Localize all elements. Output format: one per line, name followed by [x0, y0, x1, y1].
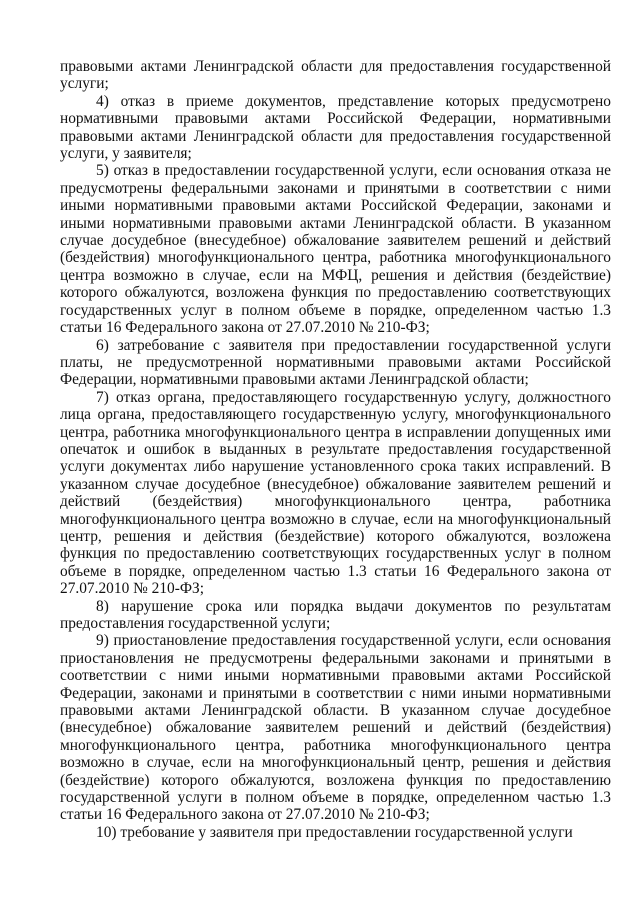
document-page: [60, 58, 611, 841]
paragraph-item-9: 9) приостановление предоставления государственной услуги, если основания приостановления не предусмотрены федеральными законами и принятыми в соответствии с ними иными нормативными правовыми актами Российской Федерации, законами и принятыми в соответствии с ними иными нормативными правовыми актами Ленинградской области. В указанном случае досудебное (внесудебное) обжалование заявителем решений и действий (бездействия) многофункционального центра, работника многофункционального центра возможно в случае, если на многофункциональный центр, решения и действия (бездействие) которого обжалуются, возложена функция по предоставлению государственной услуги в полном объеме в порядке, определенном частью 1.3 статьи 16 Федерального закона от 27.07.2010 № 210-ФЗ;: [60, 632, 611, 824]
paragraph-item-7: 7) отказ органа, предоставляющего государственную услугу, должностного лица органа, предоставляющего государственную услугу, многофункционального центра, работника многофункционального центра в исправлении допущенных ими опечаток и ошибок в выданных в результате предоставления государственной услуги документах либо нарушение установленного срока таких исправлений. В указанном случае досудебное (внесудебное) обжалование заявителем решений и действий (бездействия) многофункционального центра, работника многофункционального центра возможно в случае, если на многофункциональный центр, решения и действия (бездействие) которого обжалуются, возложена функция по предоставлению соответствующих государственных услуг в полном объеме в порядке, определенном частью 1.3 статьи 16 Федерального закона от 27.07.2010 № 210-ФЗ;: [60, 388, 611, 598]
paragraph-item-4: 4) отказ в приеме документов, представление которых предусмотрено нормативными правовыми актами Российской Федерации, нормативными правовыми актами Ленинградской области для предоставления государственной услуги, у заявителя;: [60, 92, 611, 163]
paragraph-item-10: 10) требование у заявителя при предоставлении государственной услуги: [96, 823, 573, 841]
paragraph-item-6: 6) затребование с заявителя при предоставлении государственной услуги платы, не предусмотренной нормативными правовыми актами Российской Федерации, нормативными правовыми актами Ленинградской области;: [60, 336, 611, 389]
paragraph-continuation: правовыми актами Ленинградской области для предоставления государственной услуги;: [60, 58, 611, 93]
paragraph-item-8: 8) нарушение срока или порядка выдачи документов по результатам предоставления государственной услуги;: [60, 597, 611, 632]
paragraph-item-5: 5) отказ в предоставлении государственной услуги, если основания отказа не предусмотрены федеральными законами и принятыми в соответствии с ними иными нормативными правовыми актами Российской Федерации, законами и иными нормативными правовыми актами Ленинградской области. В указанном случае досудебное (внесудебное) обжалование заявителем решений и действий (бездействия) многофункционального центра, работника многофункционального центра возможно в случае, если на МФЦ, решения и действия (бездействие) которого обжалуются, возложена функция по предоставлению соответствующих государственных услуг в полном объеме в порядке, определенном частью 1.3 статьи 16 Федерального закона от 27.07.2010 № 210-ФЗ;: [60, 162, 611, 337]
